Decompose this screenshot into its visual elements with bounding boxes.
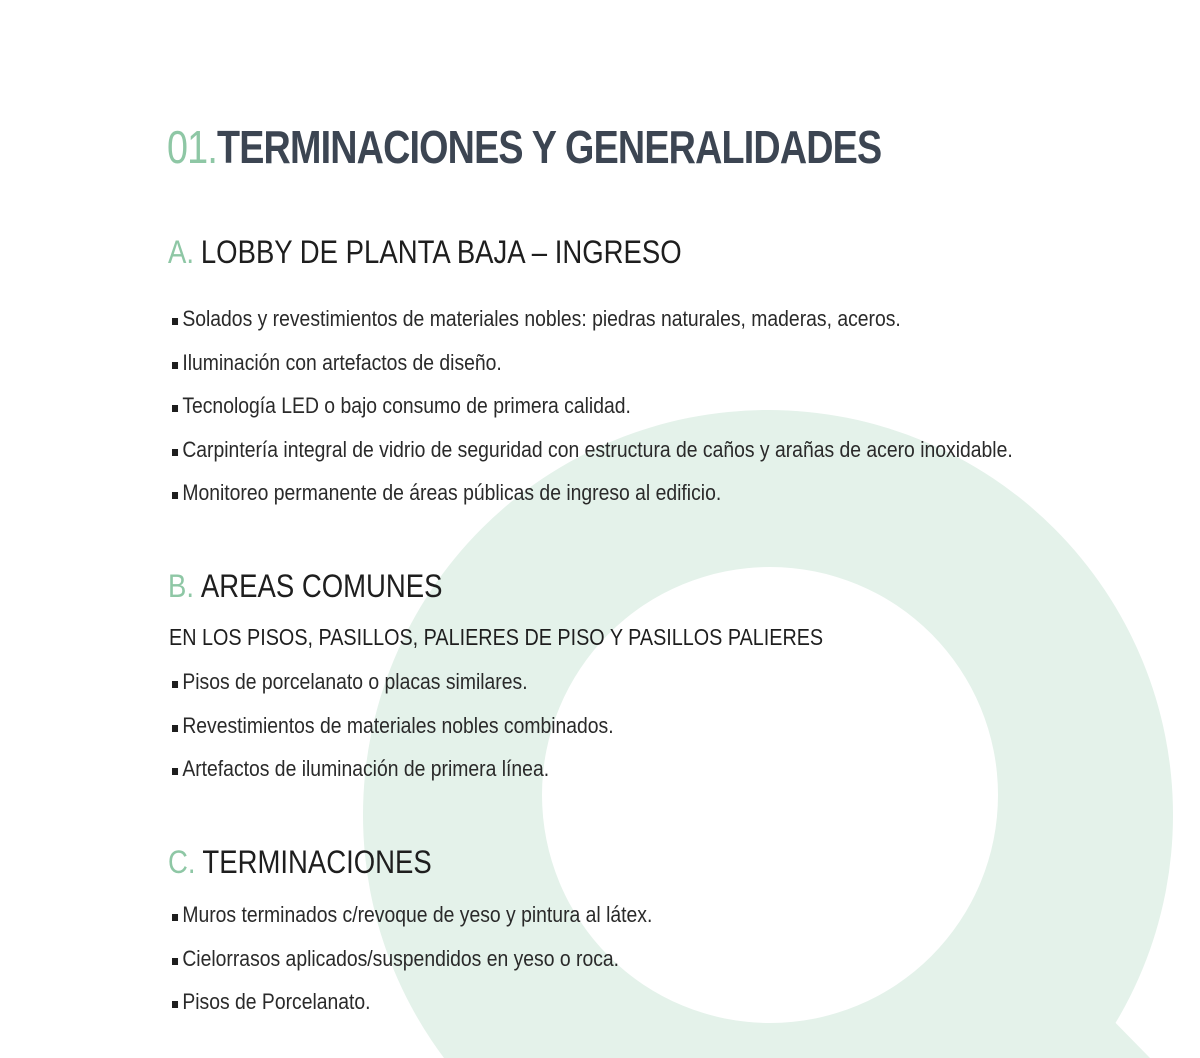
bullet-icon xyxy=(172,362,178,369)
bullet-icon xyxy=(172,492,178,499)
list-item xyxy=(172,479,1013,523)
section-a-heading xyxy=(168,234,682,271)
bullet-icon xyxy=(172,318,178,325)
section-b-list xyxy=(172,668,686,799)
list-item xyxy=(172,436,1013,480)
page-title xyxy=(167,120,881,174)
list-item xyxy=(172,392,1013,436)
title-number: 01. xyxy=(167,121,217,173)
section-b-title: AREAS COMUNES xyxy=(200,568,443,604)
bullet-icon xyxy=(172,958,178,965)
section-b-letter: B. xyxy=(168,568,195,604)
bullet-icon xyxy=(172,768,178,775)
list-item-text: Artefactos de iluminación de primera línea. xyxy=(182,756,550,781)
list-item xyxy=(172,668,614,712)
list-item xyxy=(172,901,652,945)
section-c-title: TERMINACIONES xyxy=(202,844,432,880)
list-item-text: Pisos de Porcelanato. xyxy=(182,989,371,1014)
section-b-subtitle: EN LOS PISOS, PASILLOS, PALIERES DE PISO Y PASILLOS PALIERES xyxy=(169,624,824,650)
bullet-icon xyxy=(172,449,178,456)
section-c-heading xyxy=(168,844,432,881)
list-item-text: Pisos de porcelanato o placas similares. xyxy=(182,669,528,694)
list-item-text: Revestimientos de materiales nobles combinados. xyxy=(182,712,614,738)
section-b-heading xyxy=(168,568,442,605)
section-a-letter: A. xyxy=(168,234,195,270)
section-a-list xyxy=(172,305,1150,523)
list-item-text: Cielorrasos aplicados/suspendidos en yeso o roca. xyxy=(182,945,620,971)
list-item-text: Iluminación con artefactos de diseño. xyxy=(182,349,502,375)
bullet-icon xyxy=(172,914,178,921)
bullet-icon xyxy=(172,1001,178,1008)
list-item-text: Muros terminados c/revoque de yeso y pintura al látex. xyxy=(182,902,653,927)
list-item-text: Tecnología LED o bajo consumo de primera calidad. xyxy=(182,393,631,418)
list-item xyxy=(172,349,1013,393)
list-item-text: Solados y revestimientos de materiales nobles: piedras naturales, maderas, aceros. xyxy=(182,306,901,331)
list-item xyxy=(172,988,652,1032)
title-text: TERMINACIONES Y GENERALIDADES xyxy=(216,121,882,173)
list-item xyxy=(172,945,652,989)
section-c-list xyxy=(172,901,731,1032)
list-item-text: Carpintería integral de vidrio de seguridad con estructura de caños y arañas de acero inoxidable. xyxy=(182,436,1013,462)
bullet-icon xyxy=(172,405,178,412)
bullet-icon xyxy=(172,681,178,688)
list-item-text: Monitoreo permanente de áreas públicas de ingreso al edificio. xyxy=(182,480,722,505)
section-a-title: LOBBY DE PLANTA BAJA – INGRESO xyxy=(200,234,682,270)
list-item xyxy=(172,755,614,799)
section-c-letter: C. xyxy=(168,844,196,880)
bullet-icon xyxy=(172,725,178,732)
list-item xyxy=(172,305,1013,349)
list-item xyxy=(172,712,614,756)
